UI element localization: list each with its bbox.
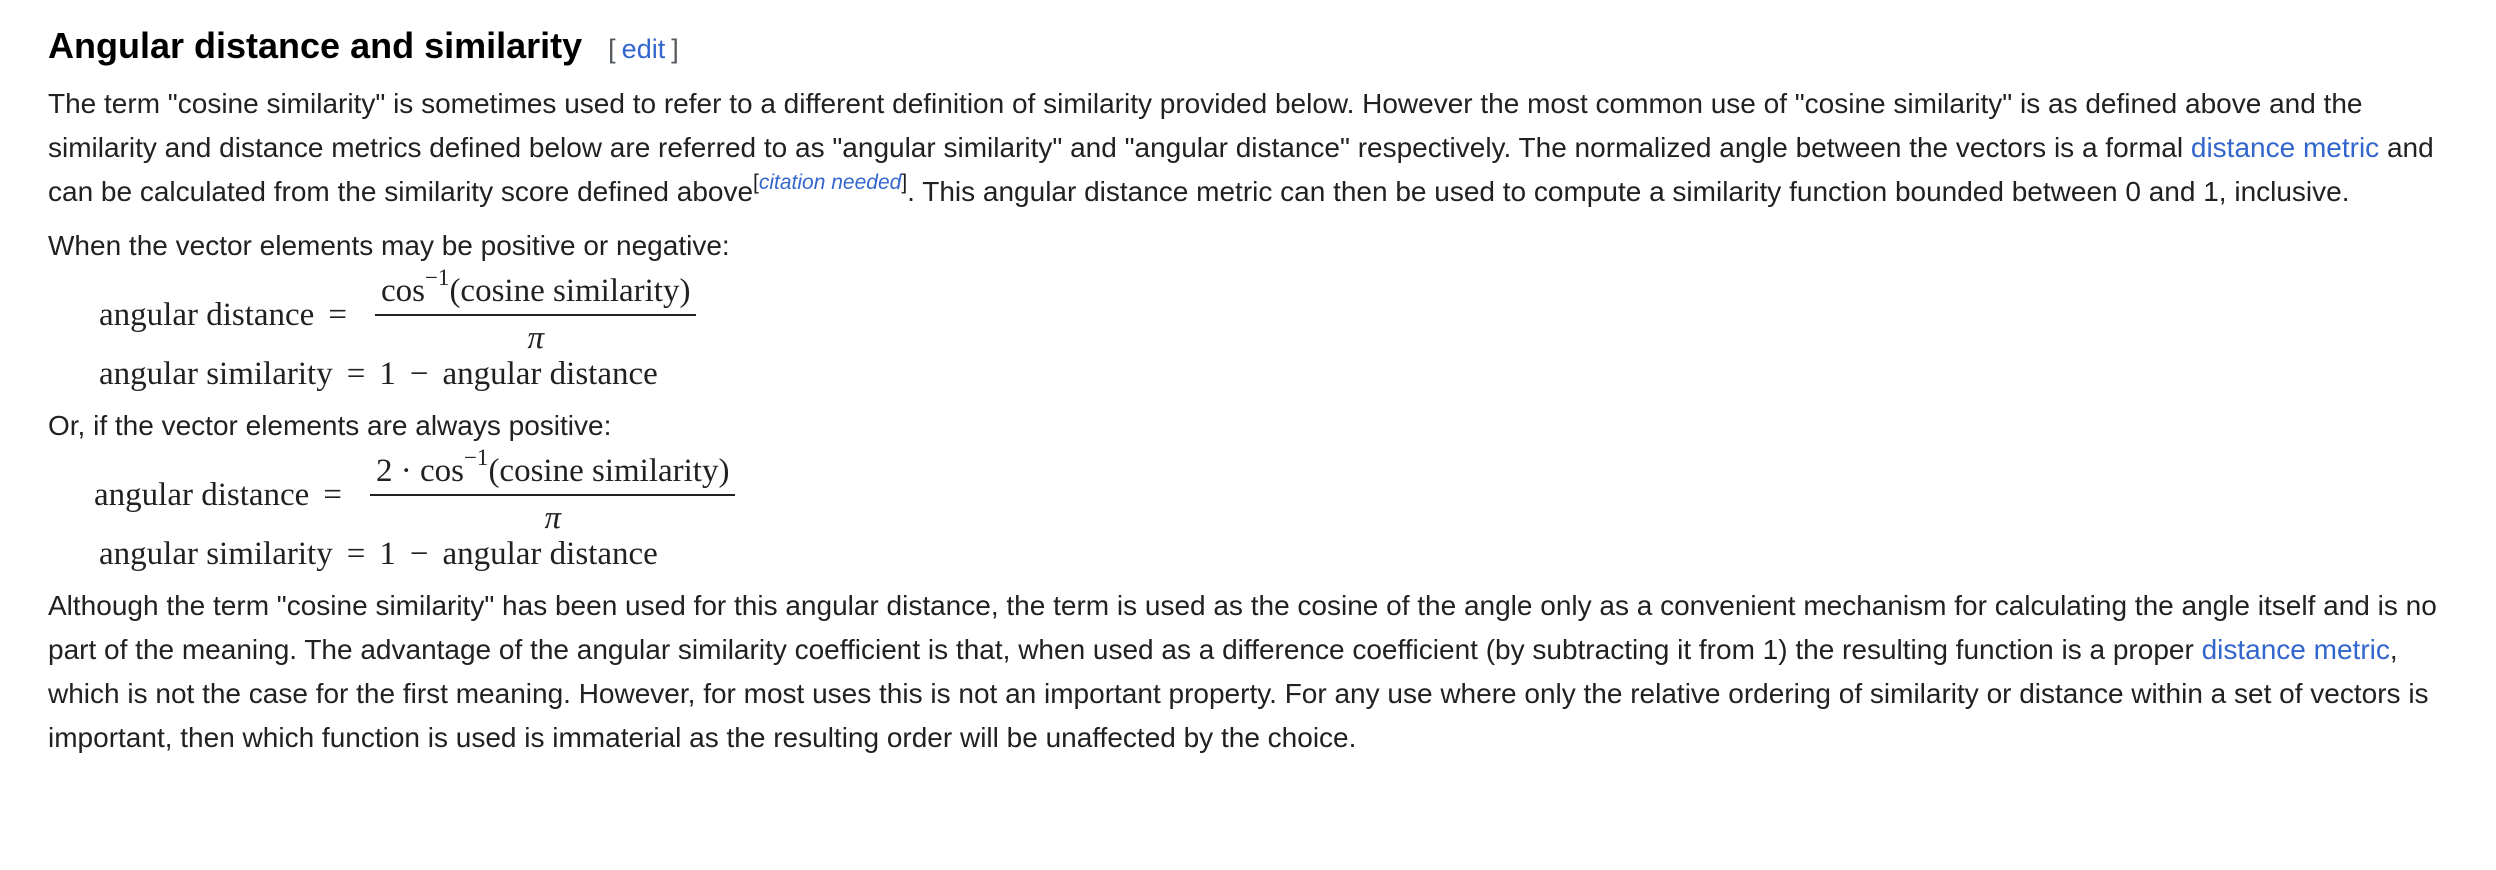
section-heading: Angular distance and similarity	[48, 25, 583, 66]
formula-block-positive	[94, 445, 2468, 576]
formula-rhs: angular distance	[442, 355, 658, 392]
minus-sign: −	[409, 355, 429, 392]
edit-link[interactable]: edit	[621, 34, 666, 64]
formula-lhs: angular similarity	[99, 535, 333, 572]
equals-sign: =	[323, 476, 342, 513]
fraction	[370, 445, 736, 537]
fraction-numerator	[370, 445, 736, 496]
citation-needed	[753, 171, 907, 194]
formula-lhs: angular similarity	[99, 355, 333, 392]
numerator-prefix: 2 ·	[375, 453, 420, 489]
formula-angular-distance-signed	[99, 265, 2468, 356]
equals-sign: =	[346, 535, 366, 572]
fraction-denominator: π	[527, 320, 544, 356]
paragraph-intro-text-c: . This angular distance metric can then be used to compute a similarity function bounded between 0 and 1, inclusive.	[907, 176, 2350, 207]
constant-one: 1	[379, 535, 396, 572]
section-heading-row	[48, 24, 2468, 68]
fraction-numerator	[375, 265, 697, 316]
formula-angular-similarity-positive	[99, 532, 2468, 576]
paragraph-intro	[48, 82, 2468, 214]
paragraph-intro-text-b: and can be calculated from the similarity score defined above	[48, 132, 2434, 207]
formula-rhs: angular distance	[442, 535, 658, 572]
fraction-denominator: π	[544, 500, 561, 536]
formula-block-signed	[99, 265, 2468, 396]
edit-section-link-group	[608, 34, 679, 65]
distance-metric-link[interactable]: distance metric	[2190, 132, 2380, 163]
cos-argument: (cosine similarity)	[488, 453, 730, 489]
equals-sign: =	[328, 296, 347, 333]
fraction	[375, 265, 697, 357]
edit-bracket-open: [	[608, 34, 616, 64]
cos-function: cos	[380, 273, 425, 309]
cite-bracket-close: ]	[901, 170, 908, 194]
cos-function: cos	[419, 453, 464, 489]
edit-bracket-close: ]	[671, 34, 679, 64]
minus-sign: −	[409, 535, 429, 572]
paragraph-conclusion-text-b: , which is not the case for the first meaning. However, for most uses this is not an important property. For any use where only the relative ordering of similarity or distance within a set of vectors is important, then which function is used is immaterial as the resulting order will be unaffected by the choice.	[48, 634, 2429, 753]
equals-sign: =	[346, 355, 366, 392]
formula-lhs: angular distance	[99, 296, 315, 333]
formula-lhs: angular distance	[94, 476, 310, 513]
paragraph-intro-text-a: The term "cosine similarity" is sometimes used to refer to a different definition of similarity provided below. However the most common use of "cosine similarity" is as defined above and the similarity and distance metrics defined below are referred to as "angular similarity" and "angular distance" respectively. The normalized angle between the vectors is a formal	[48, 88, 2363, 163]
paragraph-conclusion-text-a: Although the term "cosine similarity" has been used for this angular distance, the term is used as the cosine of the angle only as a convenient mechanism for calculating the angle itself and is no part of the meaning. The advantage of the angular similarity coefficient is that, when used as a difference coefficient (by subtracting it from 1) the resulting function is a proper	[48, 590, 2437, 665]
article-section	[48, 24, 2468, 770]
distance-metric-link-2[interactable]: distance metric	[2201, 634, 2390, 665]
formula-angular-similarity-signed	[99, 352, 2468, 396]
paragraph-conclusion	[48, 584, 2468, 760]
cite-bracket-open: [	[753, 170, 759, 194]
paragraph-positive-negative: When the vector elements may be positive or negative:	[48, 230, 730, 261]
paragraph-always-positive: Or, if the vector elements are always positive:	[48, 410, 612, 441]
inverse-exponent: −1	[424, 265, 450, 290]
citation-needed-link[interactable]: citation needed	[758, 170, 902, 194]
cos-argument: (cosine similarity)	[449, 273, 691, 309]
constant-one: 1	[379, 355, 396, 392]
formula-angular-distance-positive	[94, 445, 2468, 536]
inverse-exponent: −1	[463, 445, 489, 470]
